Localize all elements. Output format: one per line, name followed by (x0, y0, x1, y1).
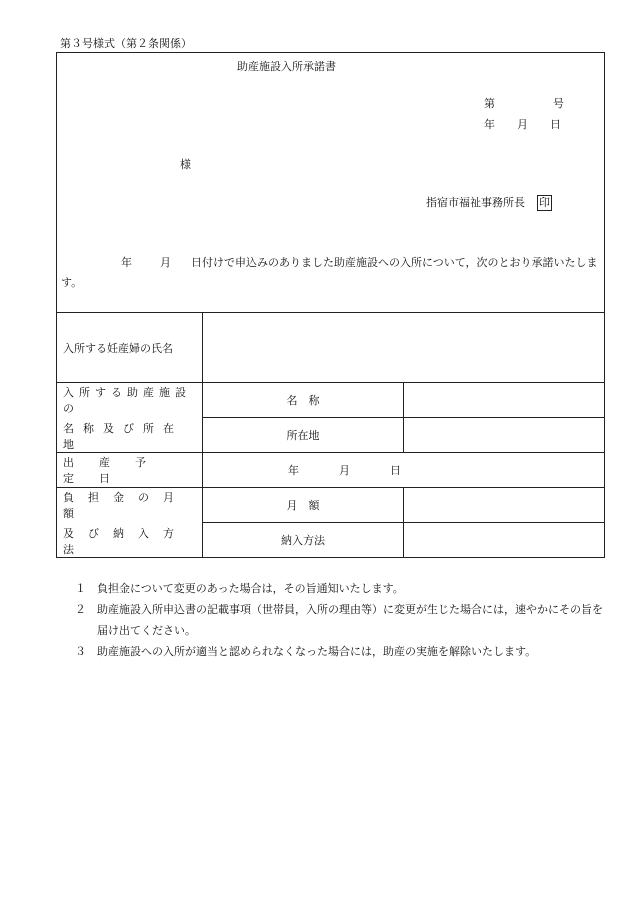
facility-label-line2: 名称及び所在地 (63, 421, 183, 451)
seal-mark: 印 (539, 196, 550, 209)
note-text: 負担金について変更のあった場合は，その旨通知いたします。 (97, 582, 404, 595)
document-number (484, 95, 564, 111)
issuer (426, 194, 552, 211)
fee-label-line1: 負担金の月額 (63, 490, 188, 520)
facility-label-line1: 入所する助産施設の (63, 385, 191, 415)
mother-name-field[interactable] (203, 313, 605, 383)
addressee-suffix: 様 (180, 158, 191, 171)
table-row (57, 383, 605, 418)
note-text: 助産施設への入所が適当と認められなくなった場合には，助産の実施を解除いたします。 (97, 645, 537, 658)
body-text: 日付けで申込みのありました助産施設への入所について，次のとおり承諾いたします。 (61, 256, 598, 289)
note-number: １ (75, 582, 86, 595)
document-title: 助産施設入所承諾書 (237, 60, 336, 73)
payment-method-field[interactable] (404, 523, 605, 558)
list-item (75, 599, 610, 641)
monthly-amount-label: 月 額 (203, 488, 404, 523)
monthly-amount-field[interactable] (404, 488, 605, 523)
facility-label (57, 383, 203, 453)
table-row (57, 313, 605, 383)
payment-method-label: 納入方法 (203, 523, 404, 558)
facility-address-field[interactable] (404, 418, 605, 453)
facility-name-field[interactable] (404, 383, 605, 418)
notes-list (75, 578, 610, 662)
issuer-name: 指宿市福祉事務所長 (426, 196, 525, 209)
issue-month: 月 (517, 118, 528, 131)
due-date-label: 出産予定日 (57, 453, 203, 488)
table-row (57, 453, 605, 488)
number-suffix: 号 (553, 97, 564, 110)
issue-day: 日 (550, 118, 561, 131)
approval-form (56, 52, 605, 558)
mother-name-label: 入所する妊産婦の氏名 (57, 313, 203, 383)
details-table (56, 312, 605, 558)
form-number-label: 第３号様式（第２条関係） (60, 37, 192, 50)
issue-date (484, 116, 561, 132)
table-row (57, 488, 605, 523)
approval-statement (61, 253, 601, 293)
due-month: 月 (339, 464, 350, 477)
fee-label-line2: 及び納入方法 (63, 526, 188, 556)
list-item (75, 578, 610, 599)
facility-name-label: 名 称 (203, 383, 404, 418)
note-number: ３ (75, 645, 86, 658)
body-year: 年 (121, 256, 132, 269)
note-text: 助産施設入所申込書の記載事項（世帯員，入所の理由等）に変更が生じた場合には，速やかにその旨を届け出てください。 (97, 603, 603, 637)
fee-label (57, 488, 203, 558)
due-day: 日 (390, 464, 401, 477)
list-item (75, 641, 610, 662)
note-number: ２ (75, 603, 86, 616)
issue-year: 年 (484, 118, 495, 131)
due-year: 年 (288, 464, 299, 477)
due-date-field[interactable] (203, 453, 605, 488)
body-month: 月 (160, 256, 171, 269)
facility-address-label: 所在地 (203, 418, 404, 453)
number-prefix: 第 (484, 97, 495, 110)
